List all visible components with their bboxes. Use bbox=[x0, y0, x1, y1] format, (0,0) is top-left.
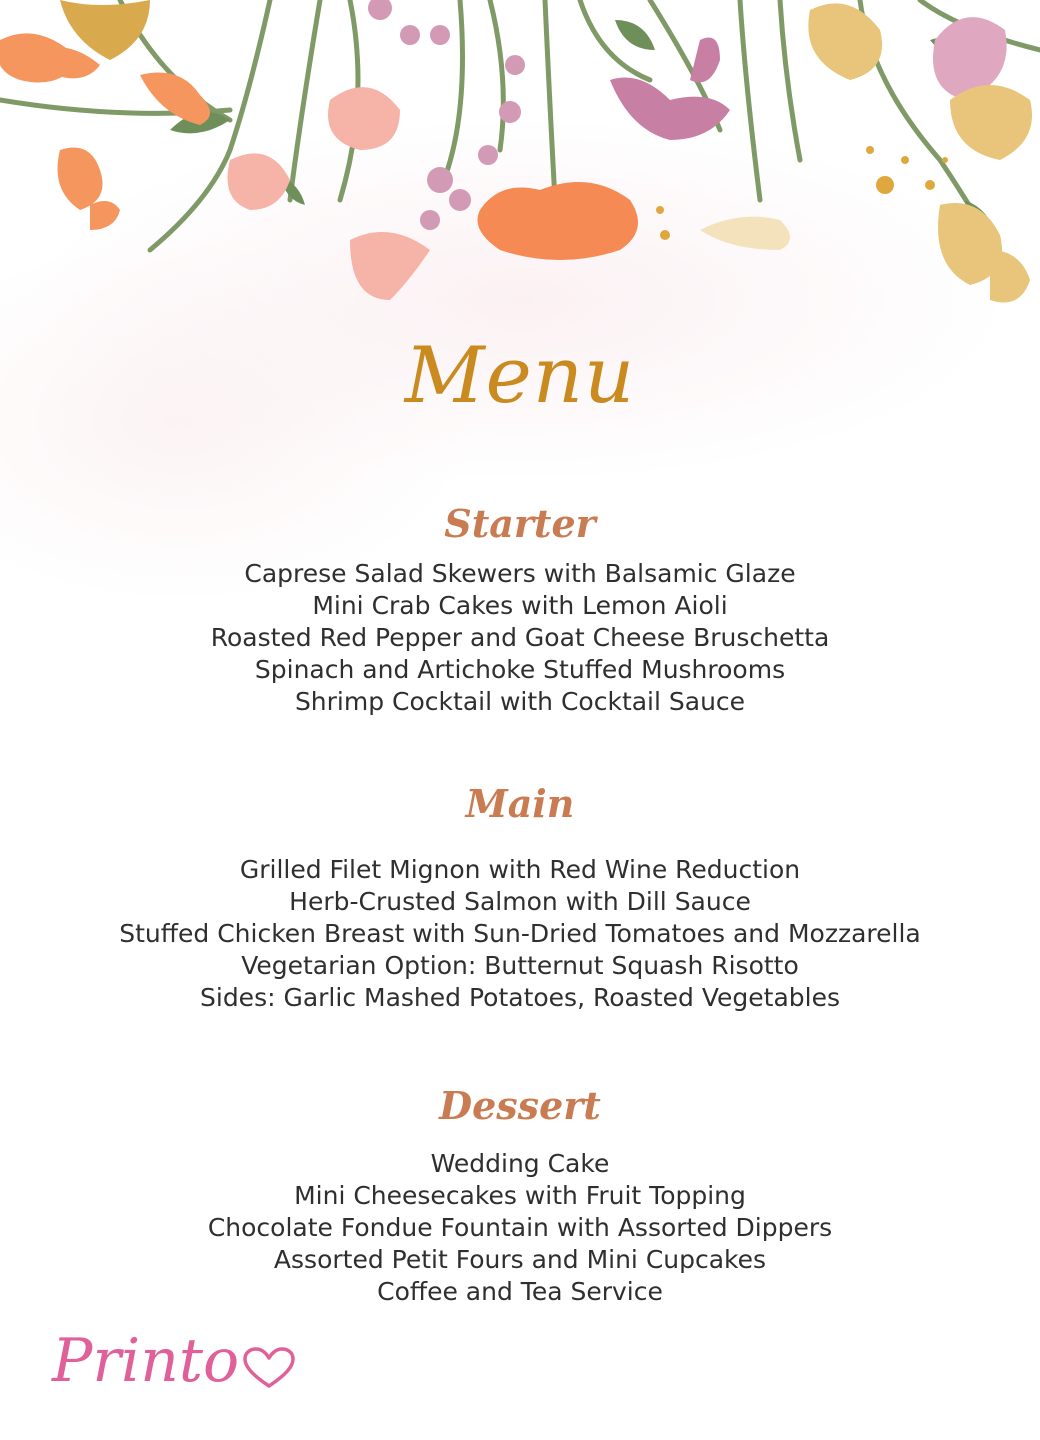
dessert-section bbox=[0, 1082, 1040, 1308]
brand-logo bbox=[52, 1316, 297, 1406]
main-section bbox=[0, 780, 1040, 1014]
brand-name: Printo bbox=[52, 1326, 240, 1396]
section-title-main: Main bbox=[465, 781, 575, 826]
floral-illustration bbox=[0, 0, 1040, 340]
section-title-starter: Starter bbox=[444, 501, 596, 546]
menu-item: Herb-Crusted Salmon with Dill Sauce bbox=[289, 887, 751, 916]
heart-icon bbox=[241, 1346, 297, 1390]
menu-title: Menu bbox=[404, 331, 636, 421]
menu-item: Caprese Salad Skewers with Balsamic Glaze bbox=[244, 559, 796, 588]
main-list bbox=[0, 854, 1040, 1014]
menu-item: Mini Crab Cakes with Lemon Aioli bbox=[312, 591, 728, 620]
menu-item: Shrimp Cocktail with Cocktail Sauce bbox=[294, 687, 746, 716]
menu-item: Coffee and Tea Service bbox=[377, 1277, 663, 1306]
menu-item: Grilled Filet Mignon with Red Wine Reduction bbox=[239, 855, 801, 884]
menu-item: Stuffed Chicken Breast with Sun-Dried Tomatoes and Mozzarella bbox=[119, 919, 921, 948]
starter-section bbox=[0, 500, 1040, 718]
menu-item: Mini Cheesecakes with Fruit Topping bbox=[294, 1181, 746, 1210]
menu-item: Assorted Petit Fours and Mini Cupcakes bbox=[273, 1245, 767, 1274]
menu-item: Chocolate Fondue Fountain with Assorted Dippers bbox=[207, 1213, 833, 1242]
starter-list bbox=[0, 558, 1040, 718]
menu-item: Vegetarian Option: Butternut Squash Risotto bbox=[241, 951, 799, 980]
menu-item: Spinach and Artichoke Stuffed Mushrooms bbox=[254, 655, 786, 684]
section-title-dessert: Dessert bbox=[439, 1083, 601, 1128]
menu-item: Roasted Red Pepper and Goat Cheese Bruschetta bbox=[210, 623, 830, 652]
dessert-list bbox=[0, 1148, 1040, 1308]
menu-item: Sides: Garlic Mashed Potatoes, Roasted Vegetables bbox=[200, 983, 840, 1012]
menu-item: Wedding Cake bbox=[430, 1149, 610, 1178]
